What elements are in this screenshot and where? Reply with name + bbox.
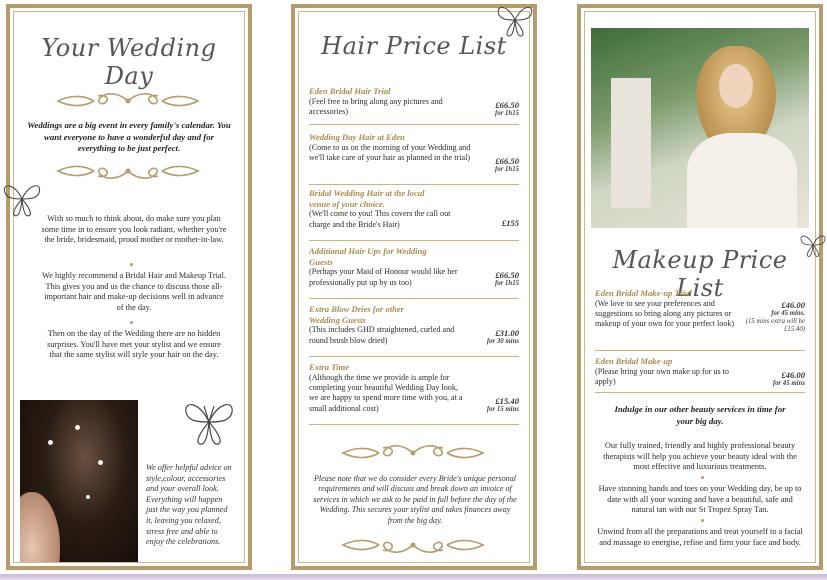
butterfly-icon <box>798 230 827 260</box>
price-item-desc: (Although the time we provide is ample for completing your beautiful Wedding Day look, we are happy to spend more time with you, at a small additional cost) <box>309 372 463 413</box>
panel1-title: Your Wedding Day <box>41 34 217 90</box>
price-item-title: Eden Bridal Hair Trial <box>309 86 391 96</box>
flourish-ornament <box>48 160 208 182</box>
price-value: £155 <box>501 218 519 228</box>
panel1-side-note: We offer helpful advice on style,colour, accessories and your overall look. Everything will happen just the way you planned it, leaving you relaxed, stress free and able to enjoy the celebrations. <box>146 463 232 547</box>
panel-your-wedding-day <box>6 4 252 570</box>
price-item-title: Wedding Day Hair at Eden <box>309 132 405 142</box>
panel1-para2: We highly recommend a Bridal Hair and Makeup Trial. This gives you and us the chance to discuss those all-important hair and make-up decisions well in advance of the day. <box>42 271 226 312</box>
bride-photo <box>591 28 809 228</box>
price-item-title: Extra Blow Dries for other Wedding Guests <box>309 304 405 325</box>
panel1-para1: With so much to think about, do make sure you plan some time in to ensure you look radiant, whether you're the bride, bridesmaid, proud mother or mother-in-law. <box>41 214 227 245</box>
price-item-title: Additional Hair Ups for Wedding Guests <box>309 246 427 267</box>
price-value: £66.50 <box>495 270 519 280</box>
flourish-ornament <box>333 442 493 464</box>
price-item <box>309 362 519 425</box>
panel3-title: Makeup Price List <box>612 246 788 302</box>
price-item-desc: (Feel free to bring along any pictures and accessories) <box>309 96 443 116</box>
price-item <box>595 288 805 351</box>
price-duration: for 1h15 <box>495 280 519 287</box>
panel-hair-price-list <box>291 4 537 570</box>
panel3-indulge: Indulge in our other beauty services in time for your big day. <box>614 404 786 426</box>
price-item-desc: (Perhaps your Maid of Honour would like her professionally put up by us too) <box>309 267 458 287</box>
price-value: £31.00 <box>495 328 519 338</box>
price-item <box>595 356 805 393</box>
bride-hair-photo <box>20 400 138 562</box>
panel3-para2: Have stunning hands and toes on your Wedding day, be up to date with all your waxing and have a beautiful, safe and natural tan with our St Tropez Spray Tan. <box>598 484 802 515</box>
price-item <box>309 132 519 185</box>
butterfly-icon <box>0 178 44 220</box>
butterfly-icon <box>494 0 536 40</box>
bottom-bar <box>0 574 827 580</box>
price-duration: for 45 mins. <box>771 310 805 317</box>
panel1-intro: Weddings are a big event in every family's calendar. You want everyone to have a wonderful day and for everything to be just perfect. <box>27 120 231 153</box>
price-value: £66.50 <box>495 100 519 110</box>
price-value: £46.00 <box>781 370 805 380</box>
flourish-ornament <box>333 534 493 556</box>
price-value: £15.40 <box>495 396 519 406</box>
price-item-desc: (We'll come to you! This covers the call out charge and the Bride's Hair) <box>309 209 451 229</box>
panel2-footnote: Please note that we do consider every Bride's unique personal requirements and will discuss and break down an invoice of services in which we ask to be paid in full before the day of the Wedding. This secures your stylist and takes finances away from the big day. <box>313 474 517 525</box>
price-duration: for 30 mins <box>486 338 519 345</box>
price-item-desc: (We love to see your preferences and suggestions so bring along any pictures or makeup of your own for your perfect look) <box>595 298 735 329</box>
flourish-ornament <box>48 90 208 112</box>
price-item-desc: (Please bring your own make up for us to apply) <box>595 366 729 386</box>
price-item-desc: (Come to us on the morning of your Wedding and we'll take care of your hair as planned in the trial) <box>309 142 471 162</box>
price-duration: for 1h15 <box>495 110 519 117</box>
panel3-para1: Our fully trained, friendly and highly professional beauty therapists will help you achieve your beauty ideal with the most effective and luxurious treatments. <box>603 441 797 472</box>
price-value: £46.00 <box>781 300 805 310</box>
price-item <box>309 188 519 241</box>
price-item <box>309 86 519 125</box>
price-item <box>309 246 519 299</box>
price-item-title: Eden Bridal Make-up Trial <box>595 288 692 298</box>
price-item-title: Eden Bridal Make-up <box>595 356 673 366</box>
panel2-title: Hair Price List <box>321 32 507 60</box>
price-item-desc: (This includes GHD straightened, curled and round brush blow dried) <box>309 325 455 345</box>
panel-makeup-price-list <box>577 4 823 570</box>
price-item-title: Bridal Wedding Hair at the local venue of your choice. <box>309 188 425 209</box>
panel3-para3: Unwind from all the preparations and treat yourself to a facial and massage to energise, refine and firm your face and body. <box>597 527 803 547</box>
price-duration: for 15 mins <box>486 406 519 413</box>
panel1-para3: Then on the day of the Wedding there are no hidden surprises. You'll have met your stylist and we ensure that the same stylist will style your hair on the day. <box>47 329 221 360</box>
price-value: £66.50 <box>495 156 519 166</box>
price-item-title: Extra Time <box>309 362 350 372</box>
price-duration: for 1h15 <box>495 166 519 173</box>
butterfly-icon <box>180 396 238 448</box>
price-duration: for 45 mins <box>772 380 805 387</box>
price-extra-note: (15 mins extra will be £15.40) <box>745 318 805 333</box>
price-item <box>309 304 519 357</box>
